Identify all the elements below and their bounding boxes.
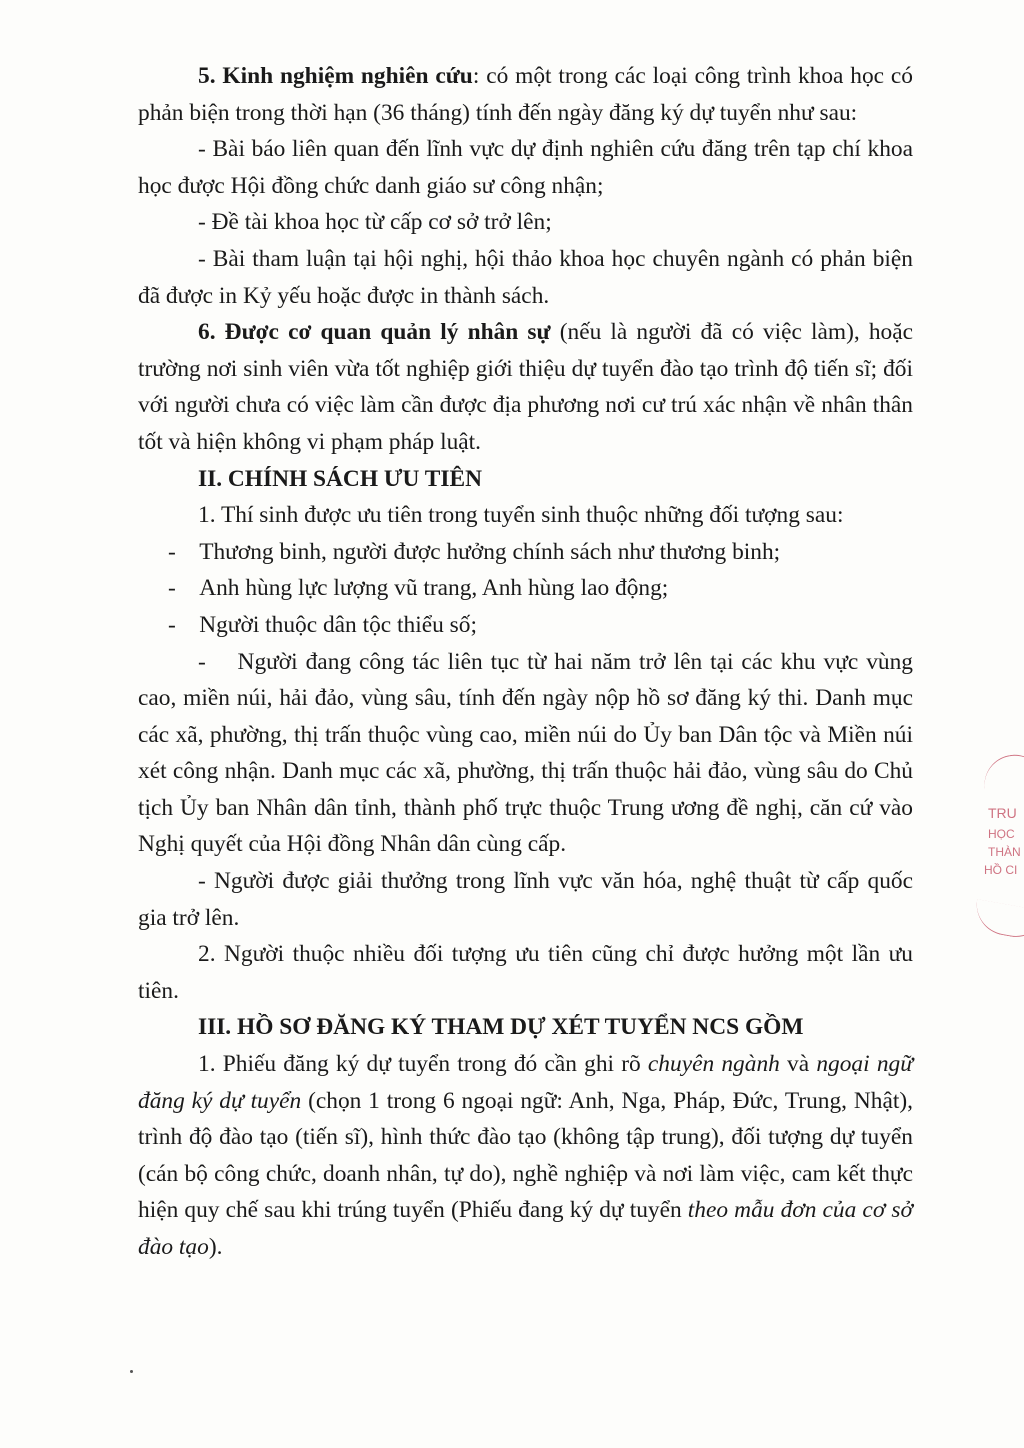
stamp-text-4: HỒ CI bbox=[984, 863, 1018, 877]
section-5-item-1: - Bài báo liên quan đến lĩnh vực dự định nghiên cứu đăng trên tạp chí khoa học được Hội đồng chức danh giáo sư công nhận; bbox=[138, 136, 913, 199]
part-3-text-c: (chọn 1 trong 6 ngoại ngữ: Anh, Nga, Pháp, Đức, Trung, Nhật), trình độ đào tạo (tiến sĩ), hình thức đào tạo (không tập trung), đối tượng dự tuyển (cán bộ công chức, doanh nhân, tự do), nghề nghiệp và nơi làm việc, cam kết thực hiện quy chế sau khi trúng tuyển (Phiếu đang ký dự tuyển bbox=[138, 1087, 913, 1224]
part-3-italic-2: ngoại ngữ đăng ký dự tuyển bbox=[138, 1051, 913, 1114]
part-2-dash-4: - Người đang công tác liên tục từ hai năm trở lên tại các khu vực vùng cao, miền núi, hải đảo, vùng sâu, tính đến ngày nộp hồ sơ đăng ký thi. Danh mục các xã, phường, thị trấn thuộc vùng cao, miền núi do Ủy ban Dân tộc và Miền núi xét công nhận. Danh mục các xã, phường, thị trấn thuộc hải đảo, vùng sâu do Chủ tịch Ủy ban Nhân dân tỉnh, thành phố trực thuộc Trung ương đề nghị, căn cứ vào Nghị quyết của Hội đồng Nhân dân cùng cấp. bbox=[138, 648, 913, 858]
part-2-paragraph-1: 1. Thí sinh được ưu tiên trong tuyển sinh thuộc những đối tượng sau: bbox=[198, 502, 844, 529]
document-body bbox=[138, 58, 913, 1266]
part-2-dash-5: - Người được giải thưởng trong lĩnh vực văn hóa, nghệ thuật từ cấp quốc gia trở lên. bbox=[138, 868, 913, 931]
scan-speck bbox=[130, 1370, 133, 1373]
part-3-heading: III. HỒ SƠ ĐĂNG KÝ THAM DỰ XÉT TUYỂN NCS GỒM bbox=[198, 1014, 804, 1041]
part-3-text-b: và bbox=[779, 1051, 817, 1078]
part-2-dash-1: - Thương binh, người được hưởng chính sách như thương binh; bbox=[168, 538, 781, 565]
section-5-title: 5. Kinh nghiệm nghiên cứu bbox=[198, 63, 473, 89]
part-2-dash-2-text: Anh hùng lực lượng vũ trang, Anh hùng lao động; bbox=[199, 575, 669, 602]
part-3-text-a: 1. Phiếu đăng ký dự tuyển trong đó cần ghi rõ bbox=[198, 1051, 648, 1078]
section-5-item-3: - Bài tham luận tại hội nghị, hội thảo khoa học chuyên ngành có phản biện đã được in Kỷ yếu hoặc được in thành sách. bbox=[138, 245, 913, 309]
part-3-text-d: ). bbox=[208, 1234, 223, 1260]
part-2-dash-2: - Anh hùng lực lượng vũ trang, Anh hùng lao động; bbox=[168, 575, 669, 602]
part-3-italic-1: chuyên ngành bbox=[647, 1051, 780, 1078]
section-5-paragraph bbox=[138, 58, 913, 131]
part-2-dash-3-text: Người thuộc dân tộc thiểu số; bbox=[199, 611, 477, 638]
section-5-intro: : có một trong các loại công trình khoa học có phản biện trong thời hạn (36 tháng) tính đến ngày đăng ký dự tuyển như sau: bbox=[138, 63, 913, 126]
stamp-text-3: THÀN bbox=[988, 845, 1021, 859]
part-3-italic-3: theo mẫu đơn của cơ sở đào tạo bbox=[138, 1197, 913, 1260]
section-6-paragraph bbox=[138, 314, 913, 460]
part-2-dash-3: - Người thuộc dân tộc thiểu số; bbox=[168, 611, 477, 638]
section-6-title: 6. Được cơ quan quản lý nhân sự bbox=[198, 319, 551, 346]
section-6-text: (nếu là người đã có việc làm), hoặc trường nơi sinh viên vừa tốt nghiệp giới thiệu dự tuyển đào tạo trình độ tiến sĩ; đối với người chưa có việc làm cần được địa phương nơi cư trú xác nhận về nhân thân tốt và hiện không vi phạm pháp luật. bbox=[138, 319, 913, 455]
stamp-text-1: TRU bbox=[988, 805, 1017, 821]
stamp-arc-bottom bbox=[972, 899, 1024, 942]
part-3-paragraph-1 bbox=[138, 1046, 913, 1266]
section-5-item-2: - Đề tài khoa học từ cấp cơ sở trở lên; bbox=[198, 209, 552, 236]
part-2-dash-1-text: Thương binh, người được hưởng chính sách như thương binh; bbox=[199, 538, 781, 565]
part-2-heading: II. CHÍNH SÁCH ƯU TIÊN bbox=[198, 465, 482, 492]
part-2-dash-4-text: Người đang công tác liên tục từ hai năm trở lên tại các khu vực vùng cao, miền núi, hải đảo, vùng sâu, tính đến ngày nộp hồ sơ đăng ký thi. Danh mục các xã, phường, thị trấn thuộc vùng cao, miền núi do Ủy ban Dân tộc và Miền núi xét công nhận. Danh mục các xã, phường, thị trấn thuộc hải đảo, vùng sâu do Chủ tịch Ủy ban Nhân dân tỉnh, thành phố trực thuộc Trung ương đề nghị, căn cứ vào Nghị quyết của Hội đồng Nhân dân cùng cấp. bbox=[138, 648, 913, 858]
red-stamp-fragment bbox=[960, 745, 1024, 945]
stamp-text-2: HỌC bbox=[988, 827, 1015, 841]
part-2-paragraph-2: 2. Người thuộc nhiều đối tượng ưu tiên cũng chỉ được hưởng một lần ưu tiên. bbox=[138, 941, 913, 1004]
stamp-arc-top bbox=[980, 750, 1024, 791]
